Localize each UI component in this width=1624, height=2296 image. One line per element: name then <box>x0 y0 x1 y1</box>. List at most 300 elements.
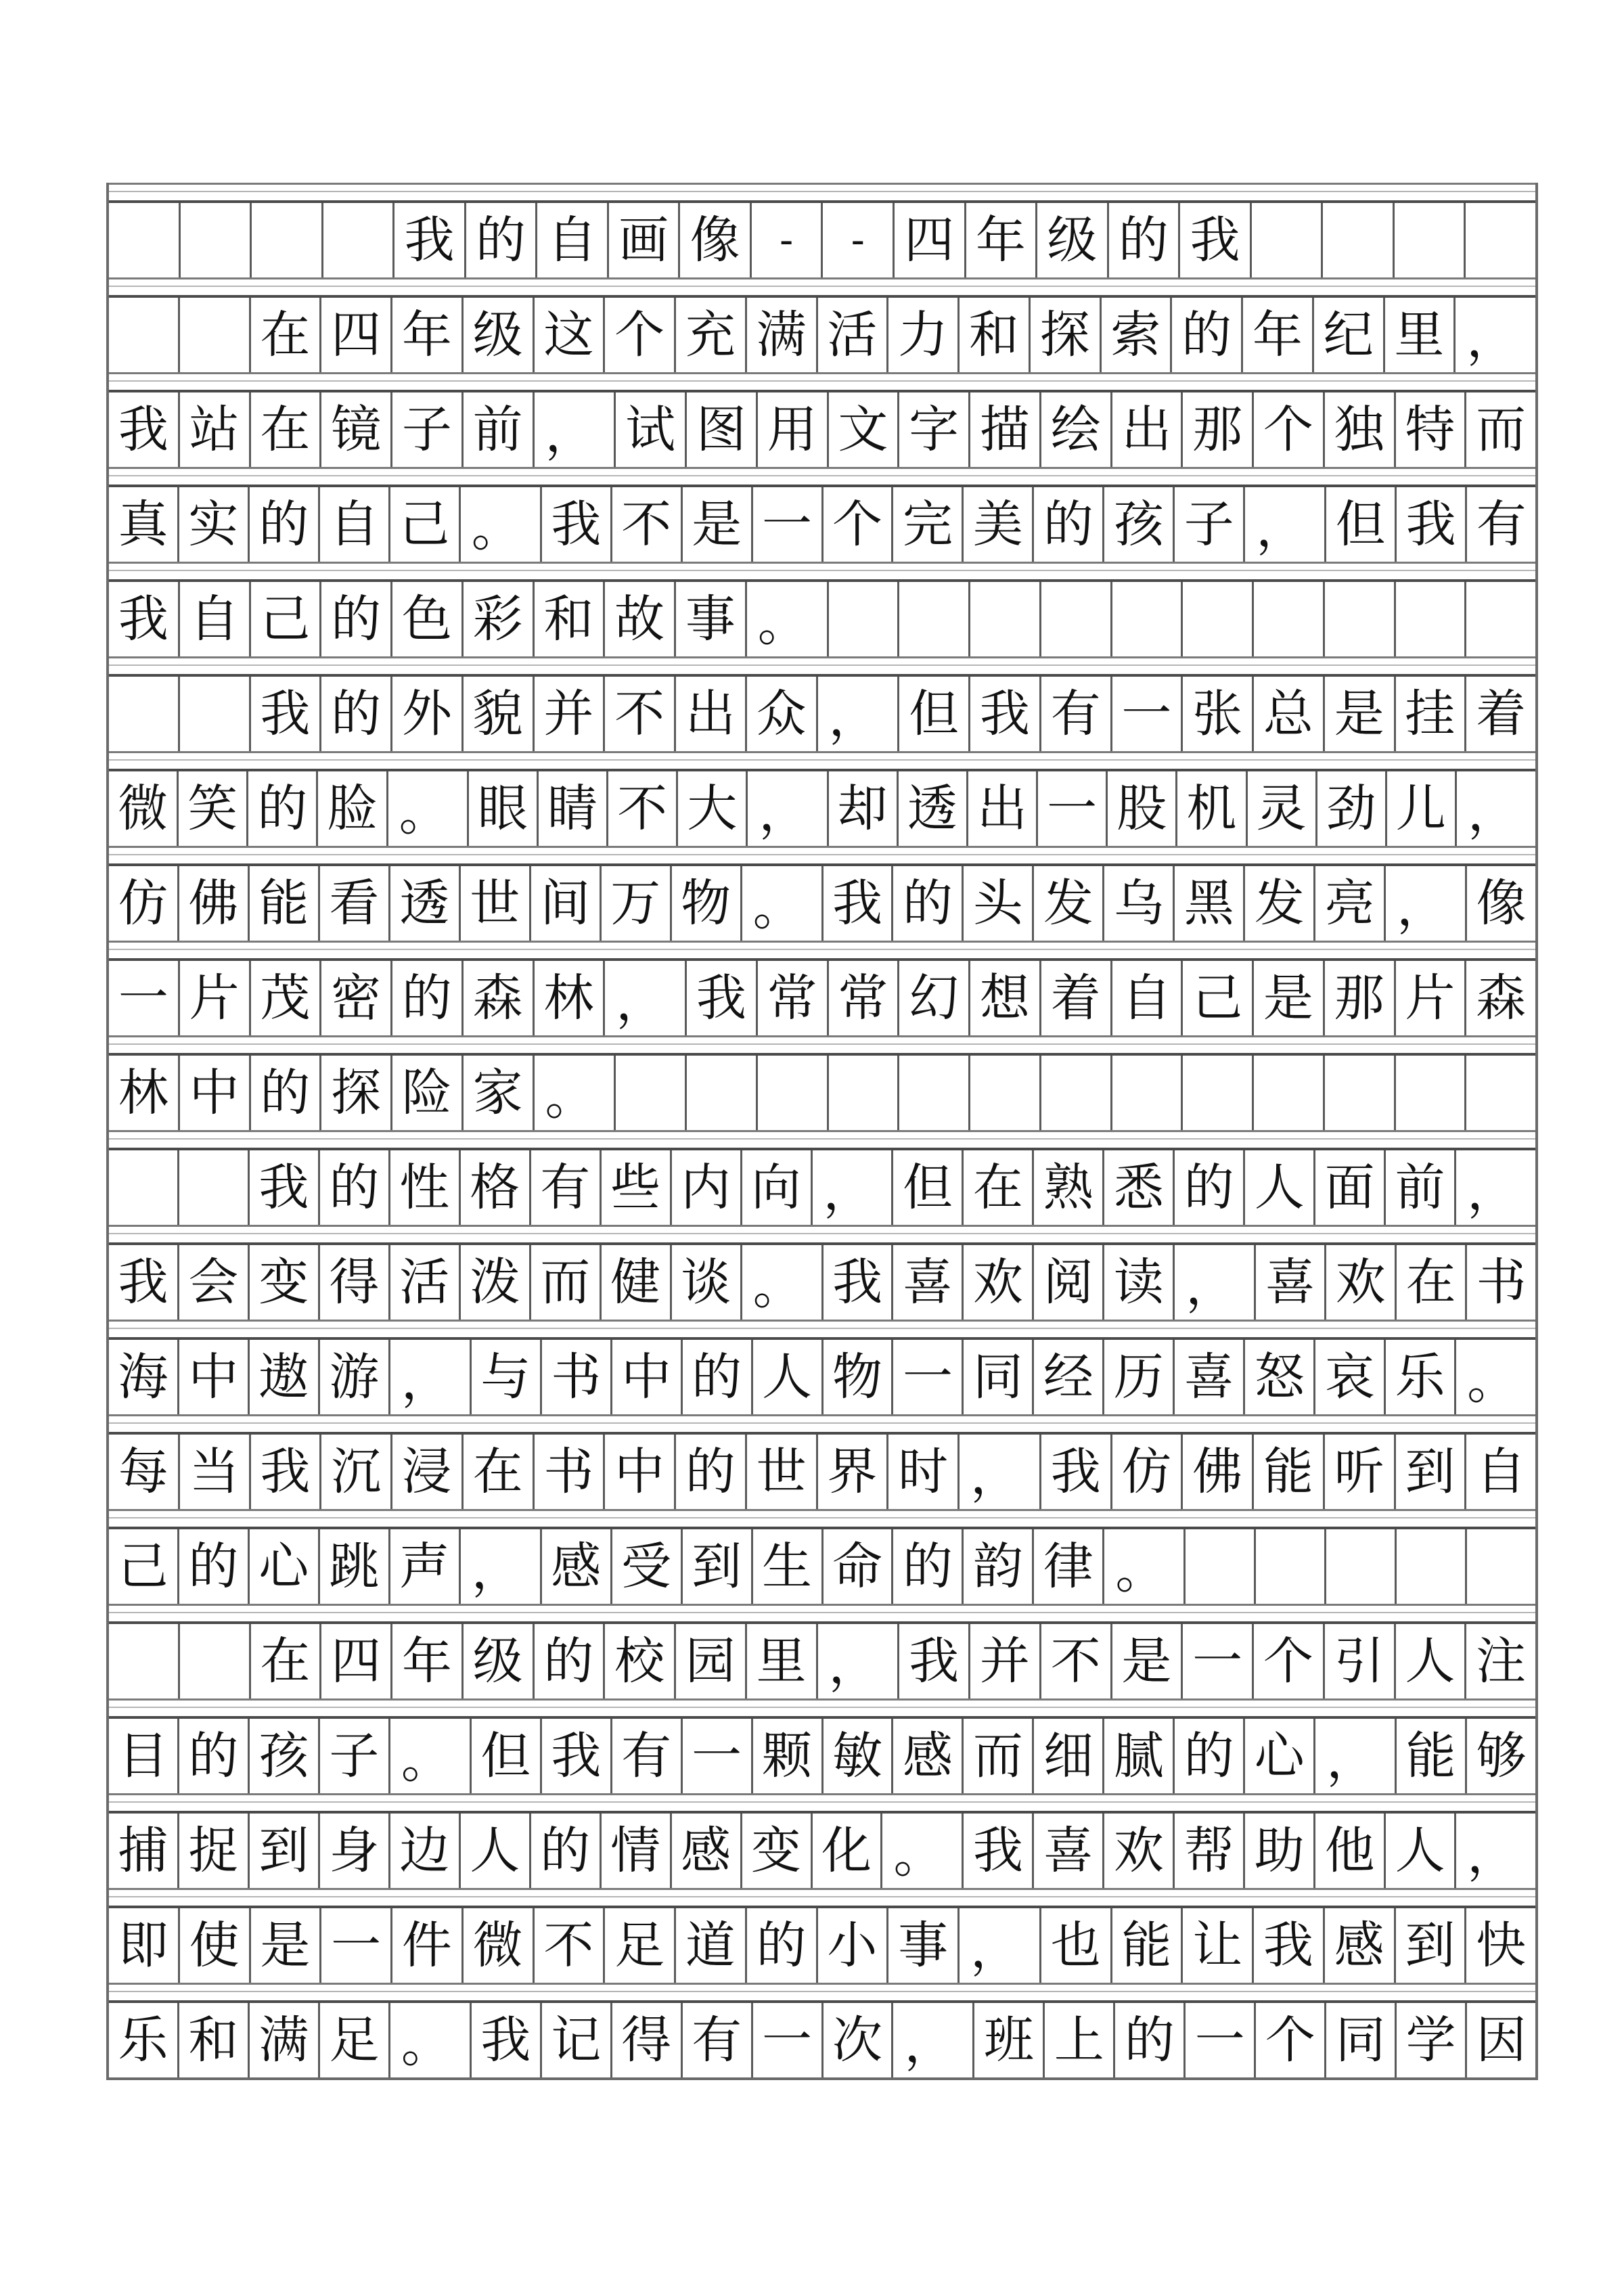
grid-cell: 一 <box>319 1908 390 1983</box>
grid-cell <box>1250 203 1322 277</box>
grid-row <box>109 1716 1535 1793</box>
grid-cell: 一 <box>1110 677 1181 751</box>
grid-cell: 到 <box>681 1529 751 1604</box>
grid-cell: 用 <box>756 392 827 467</box>
grid-cell: 有 <box>529 1150 600 1225</box>
grid-cell: 透 <box>388 866 459 941</box>
grid-cell: 化 <box>811 1814 881 1888</box>
grid-cell: 的 <box>1032 487 1102 562</box>
grid-cell: 黑 <box>1173 866 1243 941</box>
grid-cell: ， <box>816 1624 898 1698</box>
grid-cell <box>1110 582 1181 656</box>
grid-cell: 森 <box>461 961 533 1035</box>
grid-cell: 上 <box>1043 2003 1113 2077</box>
grid-cell: 引 <box>1323 1624 1394 1698</box>
grid-cell: 能 <box>248 866 318 941</box>
grid-cell: 不 <box>1039 1624 1110 1698</box>
grid-cell: 描 <box>968 392 1039 467</box>
grid-cell: 我 <box>540 1719 610 1793</box>
grid-cell: 索 <box>1100 298 1171 372</box>
row-spacer <box>109 1604 1535 1621</box>
grid-row <box>109 295 1535 372</box>
grid-cell: 中 <box>610 1340 681 1414</box>
grid-cell: 。 <box>386 771 467 846</box>
grid-cell: 我 <box>249 1435 320 1509</box>
grid-cell: - <box>750 203 821 277</box>
grid-cell: 我 <box>118 401 168 459</box>
grid-cell: 而 <box>1464 392 1535 467</box>
grid-cell <box>897 582 968 656</box>
grid-cell: 孩 <box>248 1719 318 1793</box>
grid-cell <box>1181 582 1252 656</box>
grid-cell: 感 <box>1323 1908 1394 1983</box>
grid-cell: 历 <box>1102 1340 1173 1414</box>
grid-cell <box>109 677 178 751</box>
grid-cell: 间 <box>529 866 600 941</box>
grid-cell: 书 <box>533 1435 604 1509</box>
grid-cell <box>109 298 178 372</box>
grid-cell: ， <box>811 1150 892 1225</box>
grid-cell: 的 <box>891 866 962 941</box>
grid-cell: 跳 <box>318 1529 388 1604</box>
grid-row <box>109 1432 1535 1509</box>
grid-cell: 在 <box>249 298 320 372</box>
grid-cell: ， <box>1243 487 1324 562</box>
grid-cell: 亮 <box>1313 866 1384 941</box>
grid-row <box>109 390 1535 467</box>
grid-cell: 独 <box>1323 392 1394 467</box>
grid-cell: 中 <box>603 1435 674 1509</box>
grid-cell: 面 <box>1313 1150 1384 1225</box>
grid-cell: 怒 <box>1243 1340 1313 1414</box>
grid-cell: 捉 <box>177 1814 248 1888</box>
grid-cell: 字 <box>897 392 968 467</box>
grid-cell: 目 <box>118 1727 168 1785</box>
grid-row <box>109 1811 1535 1888</box>
grid-cell: 儿 <box>1385 771 1455 846</box>
grid-cell <box>1039 1056 1110 1130</box>
grid-cell: 实 <box>177 487 248 562</box>
grid-cell: 物 <box>670 866 740 941</box>
grid-row <box>109 1621 1535 1698</box>
grid-cell: 年 <box>1241 298 1312 372</box>
grid-cell <box>1324 1529 1395 1604</box>
grid-cell: 游 <box>318 1340 388 1414</box>
grid-cell: 机 <box>1175 771 1245 846</box>
grid-cell: 不 <box>606 771 676 846</box>
grid-cell: 谈 <box>670 1245 740 1320</box>
grid-cell: 文 <box>827 392 898 467</box>
grid-cell: 喜 <box>1254 1245 1324 1320</box>
grid-cell: 的 <box>681 1340 751 1414</box>
grid-cell: 悉 <box>1102 1150 1173 1225</box>
grid-cell: 得 <box>610 2003 681 2077</box>
grid-cell: 图 <box>685 392 756 467</box>
grid-cell: 个 <box>1252 392 1323 467</box>
grid-cell: 子 <box>1173 487 1243 562</box>
grid-cell: 片 <box>178 961 249 1035</box>
grid-cell <box>1321 203 1393 277</box>
grid-cell: 助 <box>1243 1814 1313 1888</box>
grid-cell: 和 <box>177 2003 248 2077</box>
grid-cell: 。 <box>459 487 540 562</box>
grid-cell: 发 <box>1032 866 1102 941</box>
grid-cell: 探 <box>319 1056 390 1130</box>
grid-cell: 灵 <box>1246 771 1315 846</box>
grid-cell <box>1181 1056 1252 1130</box>
grid-cell: 一 <box>1036 771 1106 846</box>
grid-cell: 心 <box>1243 1719 1313 1793</box>
grid-cell: 快 <box>1464 1908 1535 1983</box>
grid-cell <box>827 582 898 656</box>
grid-cell <box>179 203 250 277</box>
grid-cell: 级 <box>461 1624 533 1698</box>
grid-cell <box>1464 203 1535 277</box>
grid-cell: 经 <box>1032 1340 1102 1414</box>
grid-row <box>109 1053 1535 1130</box>
grid-cell: 和 <box>957 298 1029 372</box>
grid-cell: 活 <box>388 1245 459 1320</box>
grid-cell: 与 <box>470 1340 540 1414</box>
row-spacer <box>109 467 1535 485</box>
grid-cell: 年 <box>390 1624 461 1698</box>
grid-cell: 当 <box>178 1435 249 1509</box>
grid-cell: 里 <box>745 1624 816 1698</box>
grid-cell: 仿 <box>1110 1435 1181 1509</box>
grid-cell: 足 <box>603 1908 674 1983</box>
grid-cell <box>109 1150 177 1225</box>
grid-cell: 到 <box>1394 1908 1465 1983</box>
grid-cell: 林 <box>118 1064 168 1122</box>
grid-cell: 故 <box>603 582 674 656</box>
grid-cell: 我 <box>1252 1908 1323 1983</box>
grid-cell <box>178 1624 249 1698</box>
grid-cell: 个 <box>821 487 892 562</box>
row-spacer <box>109 1414 1535 1432</box>
grid-row <box>109 1242 1535 1320</box>
grid-cell: 自 <box>535 203 607 277</box>
grid-cell: 能 <box>1252 1435 1323 1509</box>
row-spacer <box>109 1509 1535 1527</box>
grid-cell: 的 <box>1173 1150 1243 1225</box>
grid-cell: 貌 <box>461 677 533 751</box>
grid-cell <box>756 1056 827 1130</box>
grid-cell: 使 <box>178 1908 249 1983</box>
row-spacer <box>109 562 1535 579</box>
grid-cell: 格 <box>459 1150 529 1225</box>
grid-cell: 在 <box>249 1624 320 1698</box>
grid-cell: 学 <box>1395 2003 1465 2077</box>
grid-cell <box>1465 1529 1535 1604</box>
grid-cell: 我 <box>540 487 610 562</box>
grid-cell: 的 <box>674 1435 745 1509</box>
grid-cell: 情 <box>600 1814 670 1888</box>
grid-cell: 仿 <box>118 874 168 932</box>
grid-cell: 眼 <box>467 771 537 846</box>
grid-cell: 腻 <box>1102 1719 1173 1793</box>
grid-cell: ， <box>957 1435 1039 1509</box>
row-spacer <box>109 1888 1535 1906</box>
grid-cell: 画 <box>607 203 679 277</box>
grid-cell: 喜 <box>1032 1814 1102 1888</box>
grid-cell: 险 <box>390 1056 461 1130</box>
grid-cell: 的 <box>177 1529 248 1604</box>
row-spacer <box>109 1793 1535 1811</box>
grid-cell: 界 <box>816 1435 887 1509</box>
grid-cell: 沉 <box>319 1435 390 1509</box>
grid-cell: ， <box>1455 771 1535 846</box>
grid-cell: 但 <box>897 677 968 751</box>
grid-cell: 常 <box>756 961 827 1035</box>
grid-cell: 哀 <box>1313 1340 1384 1414</box>
grid-cell: ， <box>1173 1245 1254 1320</box>
grid-cell: 在 <box>962 1150 1032 1225</box>
grid-cell: 同 <box>962 1340 1032 1414</box>
grid-cell: 。 <box>880 1814 962 1888</box>
grid-cell: 。 <box>533 1056 614 1130</box>
grid-cell: 像 <box>678 203 750 277</box>
grid-cell: 向 <box>740 1150 811 1225</box>
grid-cell: 活 <box>816 298 887 372</box>
grid-cell: 欢 <box>1324 1245 1395 1320</box>
grid-cell: 书 <box>1465 1245 1535 1320</box>
grid-cell: 的 <box>246 771 316 846</box>
grid-cell: 并 <box>968 1624 1039 1698</box>
grid-cell: 生 <box>751 1529 821 1604</box>
grid-cell: 世 <box>745 1435 816 1509</box>
grid-cell <box>1323 1056 1394 1130</box>
grid-cell: 张 <box>1181 677 1252 751</box>
grid-cell <box>1393 203 1464 277</box>
grid-cell: 。 <box>1102 1529 1183 1604</box>
grid-cell: 出 <box>966 771 1036 846</box>
grid-cell: 喜 <box>1173 1340 1243 1414</box>
grid-cell: 子 <box>390 392 461 467</box>
grid-cell: 脸 <box>316 771 386 846</box>
grid-cell: 级 <box>461 298 533 372</box>
grid-cell: 变 <box>248 1245 318 1320</box>
row-spacer <box>109 1130 1535 1148</box>
grid-cell: 密 <box>319 961 390 1035</box>
grid-cell: 的 <box>529 1814 600 1888</box>
grid-cell <box>827 1056 898 1130</box>
grid-cell: 次 <box>821 2003 892 2077</box>
grid-cell: 我 <box>962 1814 1032 1888</box>
grid-cell: 总 <box>1252 677 1323 751</box>
grid-cell: 内 <box>670 1150 740 1225</box>
grid-cell: 己 <box>249 582 320 656</box>
grid-cell: 自 <box>178 582 249 656</box>
row-spacer <box>109 1225 1535 1242</box>
grid-cell: 睛 <box>537 771 606 846</box>
grid-cell: 常 <box>827 961 898 1035</box>
grid-cell: 出 <box>674 677 745 751</box>
grid-cell: 每 <box>118 1443 168 1501</box>
grid-cell: 一 <box>751 487 821 562</box>
grid-cell: 挂 <box>1394 677 1465 751</box>
grid-row <box>109 674 1535 751</box>
grid-cell: 股 <box>1106 771 1175 846</box>
grid-cell: 我 <box>248 1150 318 1225</box>
grid-cell: 微 <box>461 1908 533 1983</box>
grid-cell: 我 <box>1039 1435 1110 1509</box>
composition-grid-paper <box>106 183 1538 2080</box>
grid-cell: 不 <box>610 487 681 562</box>
grid-cell: 一 <box>1181 1624 1252 1698</box>
grid-row <box>109 769 1535 846</box>
grid-cell: 四 <box>319 1624 390 1698</box>
grid-cell <box>1183 1529 1254 1604</box>
grid-cell: 记 <box>540 2003 610 2077</box>
grid-cell: 在 <box>249 392 320 467</box>
grid-cell: 一 <box>681 1719 751 1793</box>
row-spacer <box>109 277 1535 295</box>
grid-cell: 特 <box>1394 392 1465 467</box>
grid-cell: 的 <box>319 677 390 751</box>
grid-cell: 一 <box>891 1340 962 1414</box>
grid-cell: ， <box>533 392 614 467</box>
grid-cell: 我 <box>1178 203 1250 277</box>
grid-cell: 因 <box>1465 2003 1535 2077</box>
grid-cell: 我 <box>470 2003 540 2077</box>
grid-cell: 一 <box>1183 2003 1254 2077</box>
grid-cell: 但 <box>470 1719 540 1793</box>
grid-cell: 我 <box>118 1253 168 1311</box>
grid-cell: 泼 <box>459 1245 529 1320</box>
grid-cell: 感 <box>891 1719 962 1793</box>
grid-cell: 道 <box>674 1908 745 1983</box>
grid-cell: 捕 <box>118 1822 168 1880</box>
grid-cell: ， <box>816 677 898 751</box>
row-spacer <box>109 751 1535 769</box>
grid-cell: ， <box>1313 1719 1395 1793</box>
grid-cell: 时 <box>886 1435 957 1509</box>
grid-cell: 透 <box>897 771 966 846</box>
grid-cell: 而 <box>529 1245 600 1320</box>
grid-cell: 足 <box>318 2003 388 2077</box>
grid-cell: 命 <box>821 1529 892 1604</box>
grid-cell: 级 <box>1035 203 1107 277</box>
grid-cell <box>685 1056 756 1130</box>
grid-cell: 劲 <box>1315 771 1385 846</box>
grid-cell: 大 <box>676 771 746 846</box>
grid-cell: 是 <box>1110 1624 1181 1698</box>
grid-cell: ， <box>388 1340 470 1414</box>
grid-cell: 到 <box>1394 1435 1465 1509</box>
grid-cell: 的 <box>533 1624 604 1698</box>
grid-cell: 读 <box>1102 1245 1173 1320</box>
row-spacer <box>109 1320 1535 1337</box>
grid-cell: 性 <box>388 1150 459 1225</box>
grid-cell: ， <box>1384 866 1465 941</box>
grid-cell: 即 <box>118 1916 168 1975</box>
grid-cell: 是 <box>681 487 751 562</box>
grid-cell: 真 <box>118 495 168 554</box>
grid-cell: 的 <box>1113 2003 1183 2077</box>
grid-cell: 着 <box>1464 677 1535 751</box>
grid-cell: 外 <box>390 677 461 751</box>
grid-cell: 色 <box>390 582 461 656</box>
grid-cell: 注 <box>1464 1624 1535 1698</box>
grid-cell: 彩 <box>461 582 533 656</box>
grid-cell <box>1394 582 1465 656</box>
grid-cell: 是 <box>1323 677 1394 751</box>
grid-cell <box>1252 582 1323 656</box>
grid-cell: 书 <box>540 1340 610 1414</box>
grid-cell: 里 <box>1383 298 1454 372</box>
grid-cell: 中 <box>177 1340 248 1414</box>
grid-cell: 校 <box>603 1624 674 1698</box>
grid-cell: 我 <box>685 961 756 1035</box>
grid-cell: 我 <box>118 590 168 648</box>
grid-cell: 四 <box>893 203 964 277</box>
grid-cell: 完 <box>891 487 962 562</box>
grid-cell: 纪 <box>1312 298 1383 372</box>
grid-cell: ， <box>1454 1150 1535 1225</box>
grid-row <box>109 1527 1535 1604</box>
grid-cell: 物 <box>821 1340 892 1414</box>
grid-cell: 己 <box>118 1537 168 1596</box>
grid-cell: 他 <box>1313 1814 1384 1888</box>
grid-cell: 。 <box>740 866 821 941</box>
grid-row <box>109 958 1535 1035</box>
grid-cell: 满 <box>745 298 816 372</box>
grid-cell: 己 <box>388 487 459 562</box>
grid-cell: 是 <box>249 1908 320 1983</box>
grid-cell: 人 <box>459 1814 529 1888</box>
grid-cell: 的 <box>390 961 461 1035</box>
grid-cell <box>1464 582 1535 656</box>
grid-cell: 能 <box>1395 1719 1465 1793</box>
grid-cell: 在 <box>1395 1245 1465 1320</box>
row-spacer <box>109 941 1535 958</box>
grid-cell: 着 <box>1039 961 1110 1035</box>
grid-cell: 边 <box>388 1814 459 1888</box>
grid-cell: 却 <box>827 771 897 846</box>
grid-cell: 的 <box>177 1719 248 1793</box>
grid-row <box>109 1337 1535 1414</box>
grid-cell: 有 <box>1039 677 1110 751</box>
grid-cell: 的 <box>318 1150 388 1225</box>
grid-cell: ， <box>957 1908 1039 1983</box>
grid-cell: 镜 <box>319 392 390 467</box>
grid-cell: 佛 <box>177 866 248 941</box>
grid-cell: ， <box>459 1529 540 1604</box>
grid-cell: 森 <box>1464 961 1535 1035</box>
grid-cell <box>1464 1056 1535 1130</box>
grid-cell: 孩 <box>1102 487 1173 562</box>
grid-row <box>109 2000 1535 2077</box>
grid-cell: 小 <box>816 1908 887 1983</box>
grid-row <box>109 1906 1535 1983</box>
grid-row <box>109 485 1535 562</box>
grid-cell: 的 <box>1107 203 1179 277</box>
grid-cell: 律 <box>1032 1529 1102 1604</box>
title-row <box>109 200 1535 277</box>
grid-cell: 片 <box>1394 961 1465 1035</box>
grid-cell: 声 <box>388 1529 459 1604</box>
grid-cell: 个 <box>1252 1624 1323 1698</box>
grid-cell: 茂 <box>249 961 320 1035</box>
row-spacer <box>109 656 1535 674</box>
grid-cell: 中 <box>178 1056 249 1130</box>
grid-cell: 阅 <box>1032 1245 1102 1320</box>
grid-cell: 细 <box>1032 1719 1102 1793</box>
grid-cell: 班 <box>972 2003 1043 2077</box>
grid-cell <box>1323 582 1394 656</box>
grid-cell: ， <box>891 2003 972 2077</box>
grid-cell <box>968 582 1039 656</box>
